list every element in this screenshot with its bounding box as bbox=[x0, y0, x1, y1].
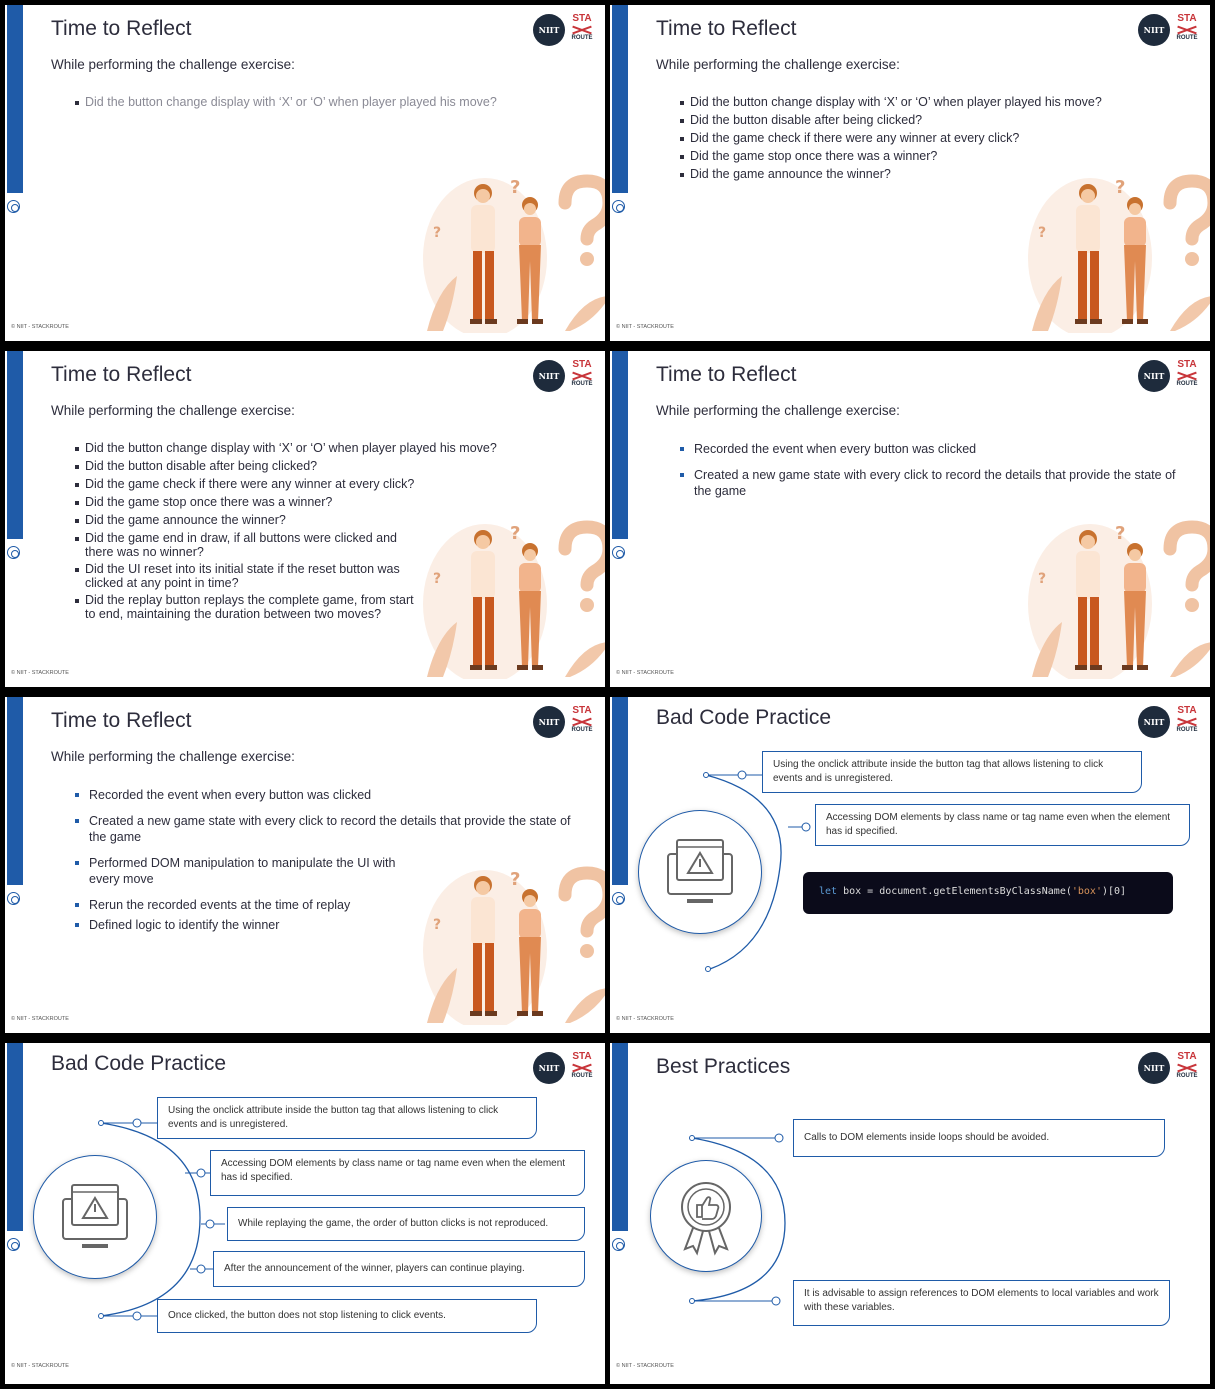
footer-copyright: © NIIT - STACKROUTE bbox=[11, 324, 69, 330]
accent-bar bbox=[7, 351, 23, 539]
stackroute-logo: STA ROUTE bbox=[1176, 13, 1198, 41]
bullet-list bbox=[680, 441, 1180, 509]
accent-bar bbox=[612, 5, 628, 193]
accent-bar bbox=[612, 351, 628, 539]
slide-subtitle: While performing the challenge exercise: bbox=[656, 403, 900, 418]
list-item: Did the game end in draw, if all buttons were clicked and there was no winner? bbox=[75, 531, 400, 559]
bad-practice-callout: Accessing DOM elements by class name or tag name even when the element has id specified. bbox=[210, 1150, 585, 1196]
list-item: Performed DOM manipulation to manipulate the UI with every move bbox=[75, 855, 429, 887]
bad-practice-callout: Accessing DOM elements by class name or tag name even when the element has id specified. bbox=[815, 804, 1190, 846]
bad-practice-callout: While replaying the game, the order of button clicks is not reproduced. bbox=[227, 1207, 585, 1241]
list-item: Did the game stop once there was a winner? bbox=[75, 495, 497, 510]
nav-ring-icon[interactable] bbox=[612, 200, 625, 213]
footer-copyright: © NIIT - STACKROUTE bbox=[11, 670, 69, 676]
slide-3 bbox=[5, 351, 605, 687]
slide-1 bbox=[5, 5, 605, 341]
footer-copyright: © NIIT - STACKROUTE bbox=[11, 1363, 69, 1369]
slide-title: Time to Reflect bbox=[656, 363, 797, 386]
nav-ring-icon[interactable] bbox=[7, 546, 20, 559]
slide-title: Time to Reflect bbox=[656, 17, 797, 40]
footer-copyright: © NIIT - STACKROUTE bbox=[616, 670, 674, 676]
niit-logo: NIIT bbox=[1138, 706, 1170, 738]
slide-subtitle: While performing the challenge exercise: bbox=[51, 749, 295, 764]
list-item: Did the UI reset into its initial state if the reset button was clicked at any point in time? bbox=[75, 562, 400, 590]
list-item: Did the button disable after being clicked? bbox=[680, 113, 1102, 128]
list-item: Did the button change display with ‘X’ or ‘O’ when player played his move? bbox=[75, 441, 497, 456]
reflecting-people-illustration bbox=[1020, 163, 1210, 333]
slide-title: Bad Code Practice bbox=[656, 706, 832, 729]
stackroute-logo: STA ROUTE bbox=[571, 1051, 593, 1079]
reflecting-people-illustration bbox=[415, 163, 605, 333]
list-item: Did the game check if there were any winner at every click? bbox=[680, 131, 1102, 146]
slide-8 bbox=[610, 1043, 1210, 1384]
footer-copyright: © NIIT - STACKROUTE bbox=[616, 1363, 674, 1369]
list-item: Did the game stop once there was a winner? bbox=[680, 149, 1102, 164]
footer-copyright: © NIIT - STACKROUTE bbox=[616, 324, 674, 330]
list-item: Did the button disable after being clicked? bbox=[75, 459, 497, 474]
warning-monitor-badge bbox=[638, 810, 762, 934]
slide-title: Time to Reflect bbox=[51, 17, 192, 40]
footer-copyright: © NIIT - STACKROUTE bbox=[11, 1016, 69, 1022]
code-snippet: let box = document.getElementsByClassName('box')[0] bbox=[803, 872, 1173, 914]
list-item: Did the button change display with ‘X’ or ‘O’ when player played his move? bbox=[75, 95, 497, 110]
nav-ring-icon[interactable] bbox=[7, 200, 20, 213]
niit-logo: NIIT bbox=[1138, 1052, 1170, 1084]
bad-practice-callout: Once clicked, the button does not stop listening to click events. bbox=[157, 1299, 537, 1333]
slide-6 bbox=[610, 697, 1210, 1033]
bad-practice-callout: Using the onclick attribute inside the button tag that allows listening to click events and is unregistered. bbox=[762, 751, 1142, 793]
award-badge bbox=[650, 1160, 762, 1272]
list-item: Defined logic to identify the winner bbox=[75, 917, 575, 933]
niit-logo: NIIT bbox=[1138, 360, 1170, 392]
reflecting-people-illustration bbox=[1020, 509, 1210, 679]
slide-title: Time to Reflect bbox=[51, 709, 192, 732]
slide-title: Bad Code Practice bbox=[51, 1052, 227, 1075]
slide-5 bbox=[5, 697, 605, 1033]
accent-bar bbox=[7, 5, 23, 193]
warning-monitor-icon bbox=[34, 1156, 156, 1278]
nav-ring-icon[interactable] bbox=[612, 546, 625, 559]
warning-monitor-badge bbox=[33, 1155, 157, 1279]
best-practice-callout: It is advisable to assign references to DOM elements to local variables and work with these variables. bbox=[793, 1280, 1170, 1326]
stackroute-logo: STA ROUTE bbox=[571, 705, 593, 733]
stackroute-logo: STA ROUTE bbox=[1176, 705, 1198, 733]
best-practice-callout: Calls to DOM elements inside loops should be avoided. bbox=[793, 1119, 1165, 1157]
list-item: Did the game announce the winner? bbox=[680, 167, 1102, 182]
list-item: Created a new game state with every click to record the details that provide the state of the game bbox=[75, 813, 575, 845]
stackroute-logo: STA ROUTE bbox=[1176, 1051, 1198, 1079]
list-item: Did the button change display with ‘X’ or ‘O’ when player played his move? bbox=[680, 95, 1102, 110]
slide-7 bbox=[5, 1043, 605, 1384]
bullet-list bbox=[75, 441, 497, 624]
list-item: Recorded the event when every button was clicked bbox=[680, 441, 1180, 457]
slide-title: Time to Reflect bbox=[51, 363, 192, 386]
niit-logo: NIIT bbox=[533, 1052, 565, 1084]
niit-logo: NIIT bbox=[533, 706, 565, 738]
accent-bar bbox=[7, 697, 23, 885]
slide-2 bbox=[610, 5, 1210, 341]
nav-ring-icon[interactable] bbox=[7, 892, 20, 905]
stackroute-logo: STA ROUTE bbox=[1176, 359, 1198, 387]
bullet-list bbox=[75, 787, 575, 943]
bad-practice-callout: After the announcement of the winner, players can continue playing. bbox=[213, 1251, 585, 1287]
slide-subtitle: While performing the challenge exercise: bbox=[51, 403, 295, 418]
list-item: Rerun the recorded events at the time of replay bbox=[75, 897, 575, 913]
list-item: Created a new game state with every click to record the details that provide the state of the game bbox=[680, 467, 1180, 499]
bad-practice-callout: Using the onclick attribute inside the button tag that allows listening to click events and is unregistered. bbox=[157, 1097, 537, 1139]
footer-copyright: © NIIT - STACKROUTE bbox=[616, 1016, 674, 1022]
slide-subtitle: While performing the challenge exercise: bbox=[51, 57, 295, 72]
warning-monitor-icon bbox=[639, 811, 761, 933]
niit-logo: NIIT bbox=[533, 360, 565, 392]
slide-title: Best Practices bbox=[656, 1055, 791, 1078]
stackroute-logo: STA ROUTE bbox=[571, 359, 593, 387]
bullet-list bbox=[75, 95, 497, 113]
niit-logo: NIIT bbox=[533, 14, 565, 46]
list-item: Did the game announce the winner? bbox=[75, 513, 497, 528]
list-item: Did the replay button replays the complete game, from start to end, maintaining the duration between two moves? bbox=[75, 593, 415, 621]
list-item: Did the game check if there were any winner at every click? bbox=[75, 477, 497, 492]
list-item: Recorded the event when every button was clicked bbox=[75, 787, 575, 803]
slide-subtitle: While performing the challenge exercise: bbox=[656, 57, 900, 72]
thumbs-up-award-icon bbox=[651, 1161, 761, 1271]
slide-4 bbox=[610, 351, 1210, 687]
niit-logo: NIIT bbox=[1138, 14, 1170, 46]
stackroute-logo: STA ROUTE bbox=[571, 13, 593, 41]
